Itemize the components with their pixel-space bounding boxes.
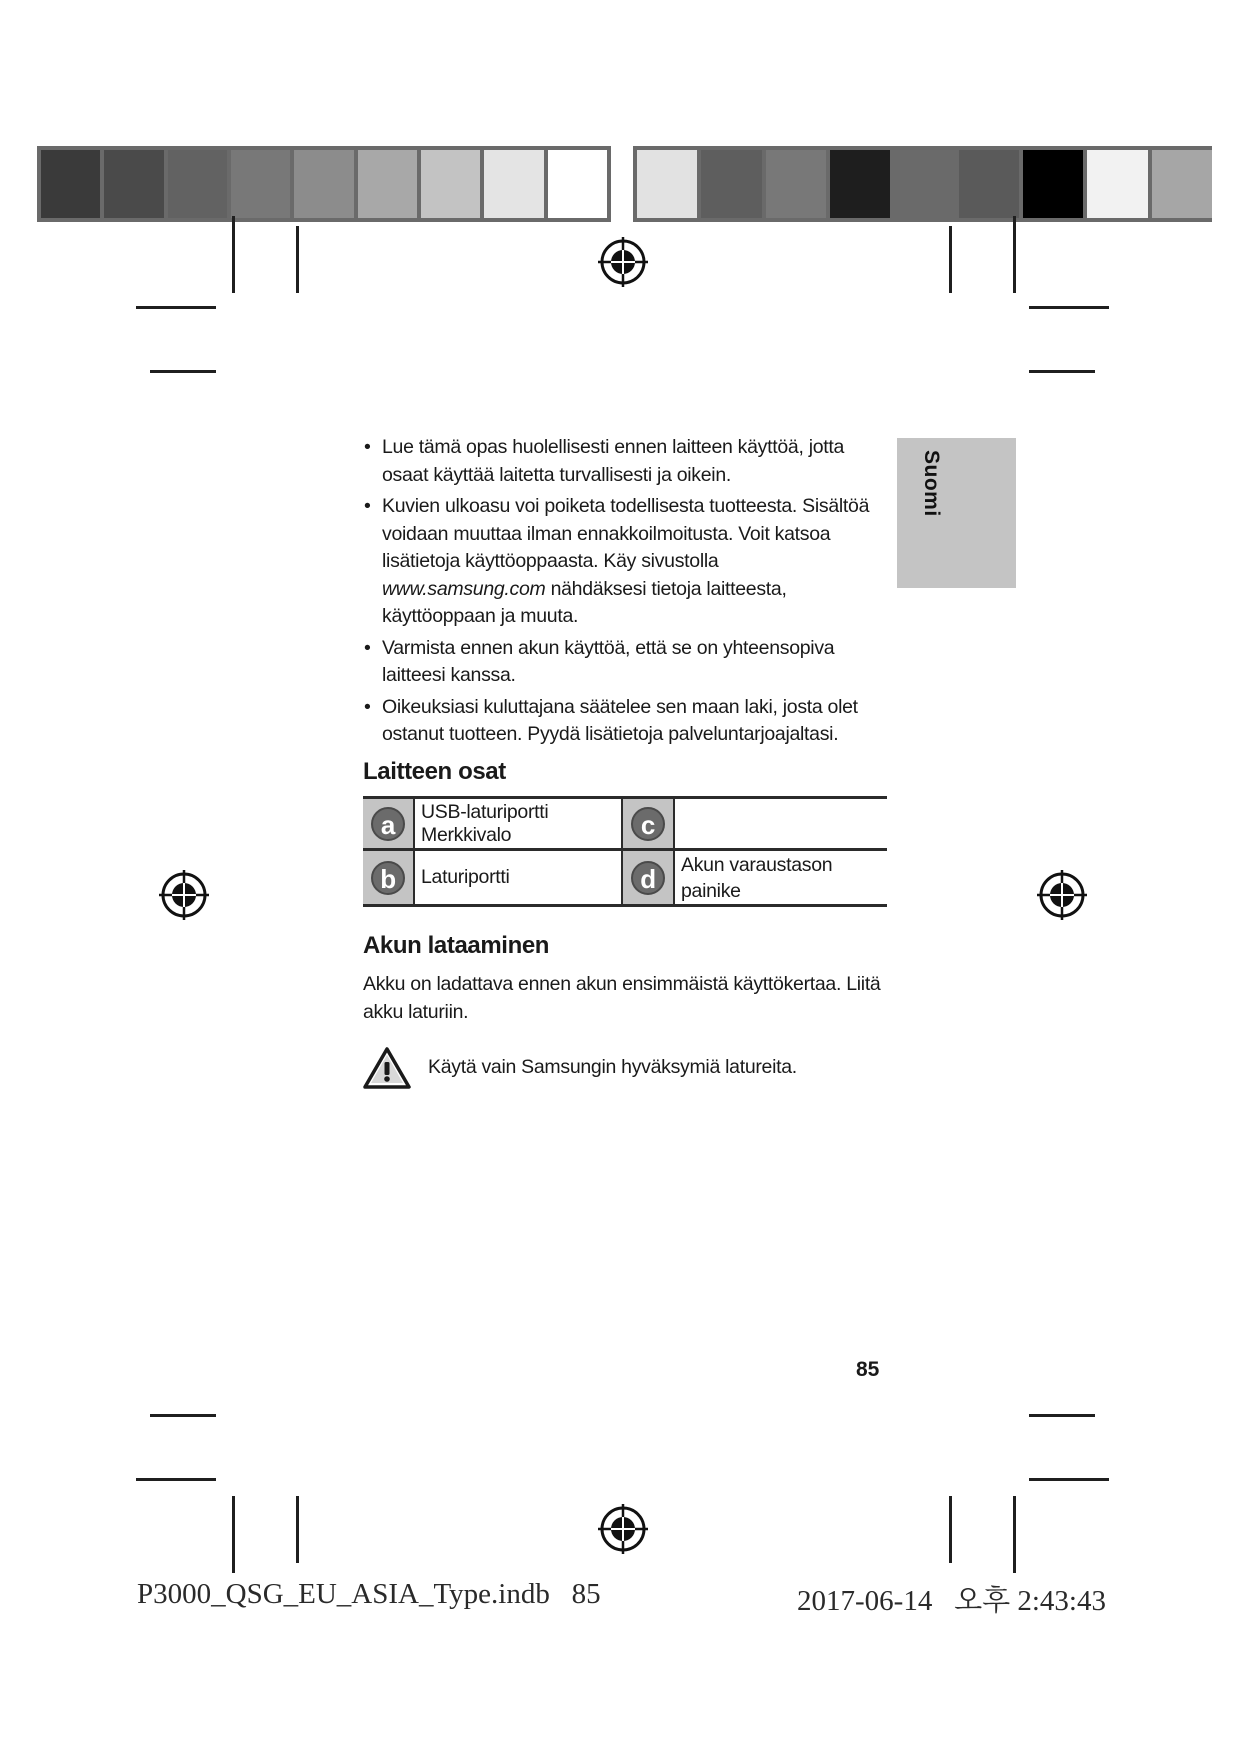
color-swatch xyxy=(104,150,167,218)
color-swatch xyxy=(830,150,894,218)
registration-mark-icon xyxy=(1035,868,1089,922)
color-swatch xyxy=(1087,150,1151,218)
part-letter-badge: d xyxy=(631,861,665,895)
color-swatch xyxy=(701,150,765,218)
color-swatch xyxy=(1023,150,1087,218)
crop-mark xyxy=(232,216,235,293)
crop-mark xyxy=(232,1496,235,1573)
list-item: • Kuvien ulkoasu voi poiketa todellisesta tuotteesta. Sisältöä voidaan muuttaa ilman ennakkoilmoitusta. Voit katsoa lisätietoja käyttöoppaasta. Käy sivustolla www.samsung.com nähdäksesi tietoja laitteesta, käyttöoppaan ja muuta. xyxy=(364,495,870,627)
crop-mark xyxy=(296,226,299,293)
footer-filename: P3000_QSG_EU_ASIA_Type.indb 85 xyxy=(137,1578,601,1610)
registration-mark-icon xyxy=(596,1502,650,1556)
part-d-label: Akun varaustason painike xyxy=(674,850,887,906)
section-heading-charging: Akun lataaminen xyxy=(363,932,550,959)
color-swatch xyxy=(168,150,231,218)
part-letter-badge: c xyxy=(631,807,665,841)
crop-mark xyxy=(1029,306,1109,309)
crop-mark xyxy=(136,1478,216,1481)
crop-mark xyxy=(296,1496,299,1563)
device-parts-table xyxy=(363,796,887,907)
crop-mark xyxy=(150,370,216,373)
color-swatch xyxy=(959,150,1023,218)
color-swatch xyxy=(637,150,701,218)
part-c-label xyxy=(674,798,887,850)
footer-timestamp: 2017-06-14 오후 2:43:43 xyxy=(797,1585,1106,1617)
color-bar-right xyxy=(633,146,1212,222)
part-letter-badge: b xyxy=(371,861,405,895)
list-item: • Oikeuksiasi kuluttajana säätelee sen maan laki, josta olet ostanut tuotteen. Pyydä lisätietoja palveluntarjoajaltasi. xyxy=(364,695,858,745)
crop-mark xyxy=(136,306,216,309)
color-swatch xyxy=(894,150,958,218)
color-swatch xyxy=(766,150,830,218)
list-item: • Varmista ennen akun käyttöä, että se on yhteensopiva laitteesi kanssa. xyxy=(364,636,835,686)
color-swatch xyxy=(1152,150,1212,218)
list-item: • Lue tämä opas huolellisesti ennen laitteen käyttöä, jotta osaat käyttää laitetta turvallisesti ja oikein. xyxy=(364,436,845,486)
language-tab-label: Suomi xyxy=(920,450,943,517)
part-a-cell xyxy=(363,798,414,850)
color-swatch xyxy=(41,150,104,218)
table-row xyxy=(363,798,887,850)
part-letter-badge: a xyxy=(371,807,405,841)
part-d-cell xyxy=(622,850,674,906)
part-a-label: USB-laturiportti Merkkivalo xyxy=(414,798,622,850)
crop-mark xyxy=(1029,1478,1109,1481)
language-tab xyxy=(897,438,1016,588)
color-swatch xyxy=(484,150,547,218)
intro-bullet-list xyxy=(362,434,882,753)
section-heading-parts: Laitteen osat xyxy=(363,758,506,785)
crop-mark xyxy=(1029,1414,1095,1417)
registration-mark-icon xyxy=(596,235,650,289)
part-b-label: Laturiportti xyxy=(414,850,622,906)
color-swatch xyxy=(548,150,607,218)
crop-mark xyxy=(1013,216,1016,293)
crop-mark xyxy=(150,1414,216,1417)
part-b-cell xyxy=(363,850,414,906)
crop-mark xyxy=(1029,370,1095,373)
website-link[interactable]: www.samsung.com xyxy=(382,577,546,600)
color-swatch xyxy=(421,150,484,218)
table-row xyxy=(363,850,887,906)
crop-mark xyxy=(1013,1496,1016,1573)
color-bar-left xyxy=(37,146,611,222)
color-swatch xyxy=(231,150,294,218)
color-swatch xyxy=(294,150,357,218)
part-c-cell xyxy=(622,798,674,850)
warning-text: Käytä vain Samsungin hyväksymiä latureita. xyxy=(428,1056,797,1078)
charging-text: Akku on ladattava ennen akun ensimmäistä käyttökertaa. Liitä akku laturiin. xyxy=(363,973,881,1023)
color-swatch xyxy=(358,150,421,218)
crop-mark xyxy=(949,1496,952,1563)
crop-mark xyxy=(949,226,952,293)
page-number: 85 xyxy=(856,1358,880,1381)
warning-icon xyxy=(363,1046,411,1090)
registration-mark-icon xyxy=(157,868,211,922)
